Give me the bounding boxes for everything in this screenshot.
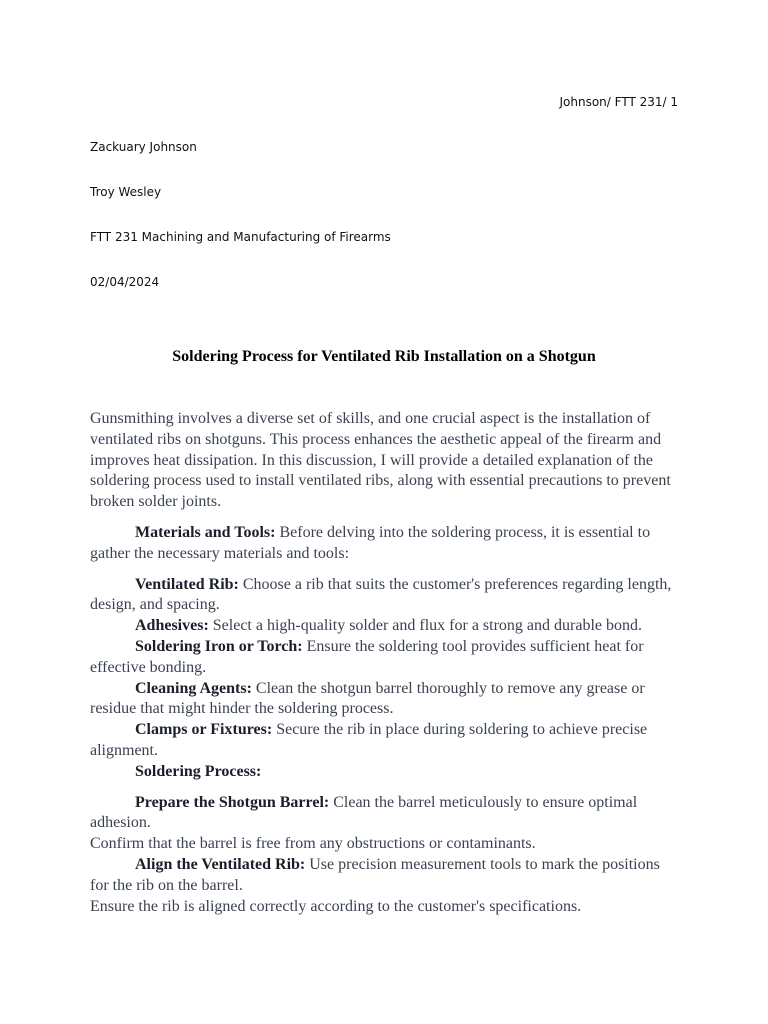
item-text: Select a high-quality solder and flux for a strong and durable bond. bbox=[208, 617, 642, 635]
student-name: Zackuary Johnson bbox=[90, 140, 197, 154]
item-term: Adhesives: bbox=[135, 617, 209, 635]
item-term: Cleaning Agents: bbox=[135, 679, 252, 697]
document-body bbox=[90, 409, 678, 917]
intro-paragraph: Gunsmithing involves a diverse set of skills, and one crucial aspect is the installation of ventilated ribs on shotguns. This process enhances the aesthetic appeal of the firearm and improves heat dissipation. In this discussion, I will provide a detailed explanation of the soldering process used to install ventilated ribs, along with essential precautions to prevent broken solder joints. bbox=[90, 410, 671, 511]
list-item bbox=[90, 720, 678, 762]
course-name: FTT 231 Machining and Manufacturing of Firearms bbox=[90, 230, 391, 244]
running-head: Johnson/ FTT 231/ 1 bbox=[559, 95, 678, 109]
item-term: Clamps or Fixtures: bbox=[135, 721, 273, 739]
item-term: Ventilated Rib: bbox=[135, 575, 239, 593]
step-paragraph bbox=[90, 855, 678, 897]
materials-text: Before delving into the soldering process, it is essential to gather the necessary materials and tools: bbox=[90, 523, 651, 562]
step-term: Align the Ventilated Rib: bbox=[135, 855, 306, 873]
step-text: Use precision measurement tools to mark the positions for the rib on the barrel. bbox=[90, 855, 660, 894]
item-text: Clean the shotgun barrel thoroughly to remove any grease or residue that might hinder the soldering process. bbox=[90, 679, 645, 718]
item-text: Choose a rib that suits the customer's preferences regarding length, design, and spacing. bbox=[90, 575, 672, 614]
step-text: Clean the barrel meticulously to ensure optimal adhesion. bbox=[90, 793, 638, 832]
item-text: Ensure the soldering tool provides sufficient heat for effective bonding. bbox=[90, 637, 644, 676]
list-item bbox=[90, 575, 678, 617]
step-note: Ensure the rib is aligned correctly according to the customer's specifications. bbox=[90, 897, 582, 915]
step-paragraph bbox=[90, 793, 678, 835]
materials-paragraph bbox=[90, 523, 678, 565]
process-heading-text: Soldering Process: bbox=[135, 762, 262, 780]
list-item bbox=[90, 616, 678, 637]
materials-heading: Materials and Tools: bbox=[135, 523, 276, 541]
document-title: Soldering Process for Ventilated Rib Installation on a Shotgun bbox=[172, 348, 596, 365]
instructor-name: Troy Wesley bbox=[90, 185, 162, 199]
item-term: Soldering Iron or Torch: bbox=[135, 637, 303, 655]
list-item bbox=[90, 679, 678, 721]
step-note: Confirm that the barrel is free from any obstructions or contaminants. bbox=[90, 835, 536, 853]
date: 02/04/2024 bbox=[90, 275, 160, 289]
step-term: Prepare the Shotgun Barrel: bbox=[135, 793, 330, 811]
item-text: Secure the rib in place during soldering to achieve precise alignment. bbox=[90, 721, 648, 759]
process-heading bbox=[90, 762, 678, 783]
list-item bbox=[90, 637, 678, 679]
